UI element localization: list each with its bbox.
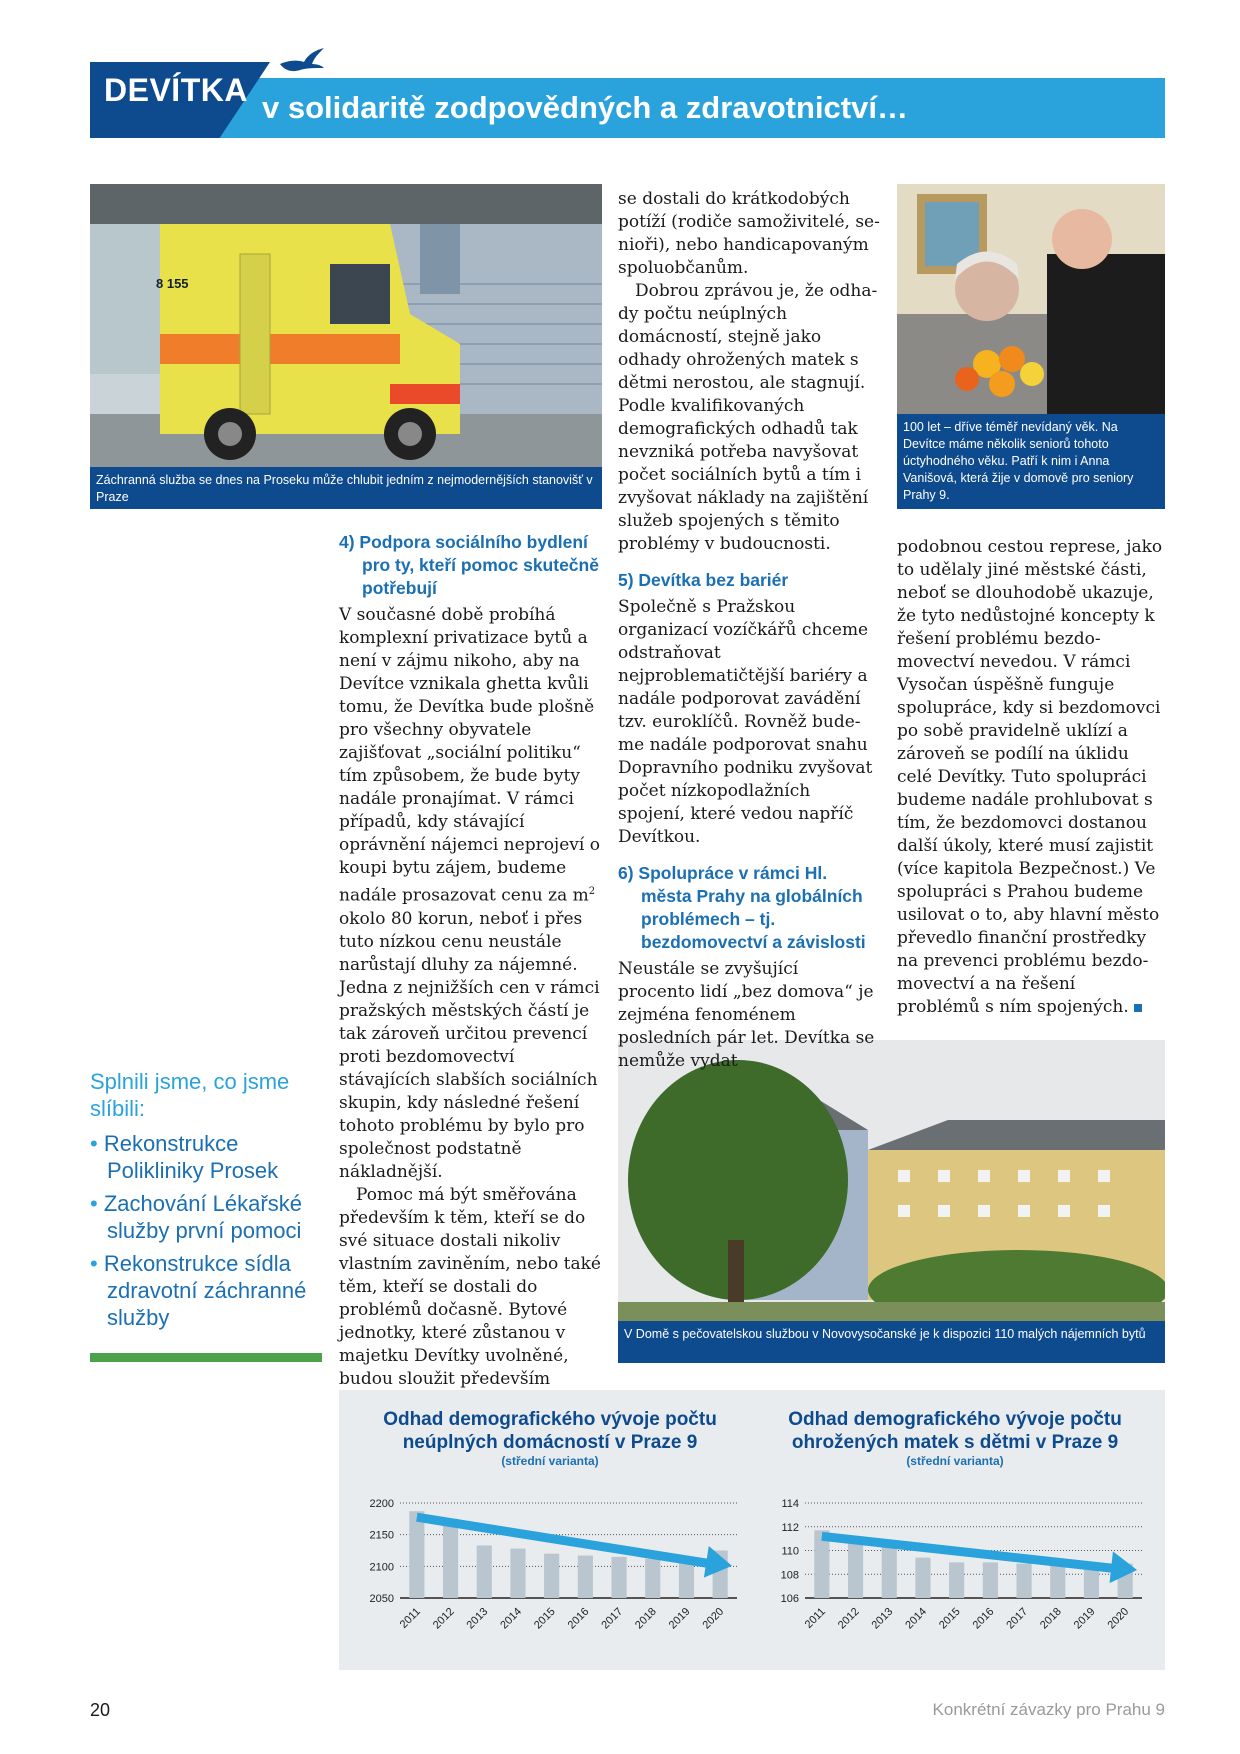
x-tick-label: 2014 [903,1605,930,1632]
bar-2018 [1050,1564,1065,1598]
x-tick-label: 2011 [397,1605,423,1631]
paragraph: Neustále se zvyšující procento lidí „bez domova“ je zejména fenoménem posledních pár let. Devítka se nemůže vydat [618,959,875,1071]
x-tick-label: 2013 [869,1605,896,1632]
bar-2018 [645,1559,660,1598]
x-tick-label: 2016 [970,1605,997,1632]
x-tick-label: 2014 [498,1605,525,1632]
y-tick-label: 2200 [369,1498,394,1510]
x-tick-label: 2011 [802,1605,828,1631]
x-tick-label: 2012 [430,1605,457,1632]
bar-2019 [679,1560,694,1598]
promise-item: • Zachování Lékařské služby první pomoci [90,1190,325,1244]
building-caption: V Domě s pečovatelskou službou v Novovysočanské je k dispozici 110 malých nájemních bytů [618,1321,1165,1363]
section-6-heading: 6) Spolupráce v rámci Hl. města Prahy na globálních problémech – tj. bezdomovectví a závislosti [618,863,866,952]
page-title: v solidaritě zodpovědných a zdravotnictví… [262,90,908,125]
y-tick-label: 2150 [369,1529,394,1542]
x-tick-label: 2015 [531,1605,558,1632]
bar-2012 [848,1539,863,1598]
chart-2-title: Odhad demografického vývoje počtu ohrožených matek s dětmi v Praze 9 [788,1409,1122,1453]
y-tick-label: 2050 [369,1593,394,1605]
chart-2-header [775,1408,1135,1468]
section-5-heading: 5) Devítka bez bariér [618,570,789,590]
column-2 [618,188,880,1073]
x-tick-label: 2012 [835,1605,862,1632]
ambulance-caption: Záchranná služba se dnes na Proseku může chlubit jedním z nejmodernějších stanovišť v Praze [90,467,602,509]
x-tick-label: 2017 [1004,1605,1031,1632]
superscript: 2 [588,886,596,897]
page-number: 20 [90,1700,111,1720]
x-tick-label: 2015 [936,1605,963,1632]
x-tick-label: 2017 [599,1605,626,1632]
building-photo [618,1040,1165,1321]
promises-list [90,1130,325,1331]
end-mark-icon [1134,1004,1142,1012]
bar-2013 [882,1543,897,1598]
bar-2013 [477,1545,492,1598]
seniors-caption: 100 let – dříve téměř nevídaný věk. Na Devítce máme několik seniorů tohoto úctyhodného věku. Patří k nim i Anna Vanišová, která žije v domově pro seniory Prahy 9. [897,414,1165,509]
y-tick-label: 114 [781,1498,799,1510]
paragraph-text: okolo 80 korun, neboť i přes tuto nízkou cenu neustále narůstají dluhy za nájemné. Jedna z nejnižších cen v rámci pražských městských částí je tak zároveň určitou prevencí proti bezdomovectví stávajících slabších sociálních skupin, kdy následné řešení tohoto problému by bylo pro společnost podstatně nákladnější. [339,908,600,1182]
x-tick-label: 2018 [633,1605,659,1632]
bar-2016 [983,1562,998,1598]
x-tick-label: 2013 [464,1605,491,1632]
promise-item: • Rekonstrukce Polikliniky Prosek [90,1130,325,1184]
paragraph-text: V současné době probíhá komplexní privatizace bytů a není v zájmu nikoho, aby na Devítce vznikala ghetta kvůli tomu, že Devítka bude plošně pro všechny obyvatele zajišťovat „sociální politiku“ tím způsobem, že bude byty nadále pronajímat. V rámci případů, kdy stávající oprávnění nájemci neprojeví o koupi bytu zájem, budeme nadále prosazovat cenu za m [339,605,600,906]
paragraph: Pomoc má být směřována především k těm, kteří se do své situace dostali nikoliv vlastním zaviněním, nebo také těm, kteří se dostali do problémů dočasně. Bytové jednotky, které zůstanou v majetku Devítky uvolněné, budou sloužit především [339,1184,601,1389]
paragraph: se dostali do krátkodobých potíží (rodiče samoživitelé, senioři), nebo handicapovaným spoluobčanům. [618,189,880,278]
bar-2016 [578,1556,593,1598]
chart-1-header [370,1408,730,1468]
bar-2017 [1016,1564,1031,1598]
promises-box [90,1068,325,1337]
bar-2012 [443,1519,458,1598]
y-tick-label: 108 [780,1569,799,1582]
ambulance-photo [90,184,602,467]
bar-2011 [409,1511,424,1598]
x-tick-label: 2020 [700,1605,727,1632]
chart-1-subtitle: (střední varianta) [501,1454,599,1468]
x-tick-label: 2019 [1071,1605,1098,1632]
promises-title: Splnili jsme, co jsme slíbili: [90,1069,290,1121]
trend-arrow-line [417,1517,712,1564]
bar-2014 [510,1549,525,1598]
trend-arrow-line [822,1536,1117,1568]
bar-2015 [949,1562,964,1598]
column-3 [897,536,1163,1019]
bird-logo-icon [278,46,326,76]
y-tick-label: 106 [780,1593,799,1605]
chart-1 [352,1495,747,1665]
promises-underline [90,1353,322,1362]
promise-item: • Rekonstrukce sídla zdravotní záchranné služby [90,1250,325,1331]
paragraph [339,604,601,1184]
seniors-photo [897,184,1165,414]
bar-2017 [611,1557,626,1598]
bar-2014 [915,1558,930,1598]
column-1 [339,531,601,1414]
y-tick-label: 2100 [369,1561,394,1574]
y-tick-label: 110 [781,1545,799,1558]
paragraph: Dobrou zprávou je, že odhady počtu neúplných domácností, stejně jako odhady ohrožených matek s dětmi nerostou, ale stagnují. Podle kvalifikovaných demografických odhadů tak nevzniká potřeba navyšovat počet sociálních bytů a tím i zvyšovat náklady na zajištění služeb spojených s těmito problémy v budoucnosti. [618,281,878,554]
paragraph [897,536,1163,1019]
paragraph-text: podobnou cestou represe, jako to udělaly jiné městské části, neboť se dlouhodobě ukazuje, že tyto nedůstojné koncepty k řešení problému bezdomovectví nevedou. V rámci Vysočan úspěšně funguje spolupráce, kdy si bezdomovci po sobě pravidelně uklízí a zároveň se podílí na úklidu celé Devítky. Tuto spolupráci budeme nadále prohlubovat s tím, že bezdomovci dostanou další úkoly, které musí zajistit (více kapitola Bezpečnost.) Ve spolupráci s Prahou budeme usilovat o to, aby hlavní město převedlo finanční prostředky na prevenci problému bezdomovectví a na řešení problémů s ním spojených. [897,537,1163,1017]
chart-2-subtitle: (střední varianta) [906,1454,1004,1468]
section-4-heading: 4) Podpora sociálního bydlení pro ty, kteří pomoc skutečně potřebují [339,532,599,598]
ambulance-plate: 8 155 [156,276,189,291]
chart-2 [757,1495,1152,1665]
x-tick-label: 2018 [1038,1605,1064,1632]
footer-text: Konkrétní závazky pro Prahu 9 [932,1700,1165,1719]
paragraph: Společně s Pražskou organizací vozíčkářů chceme odstraňovat nejproblematičtější bariéry a nadále podporovat zavádění tzv. euroklíčů. Rovněž budeme nadále podporovat snahu Dopravního podniku zvyšovat počet nízkopodlažních spojení, které vedou napříč Devítkou. [618,597,873,847]
x-tick-label: 2016 [565,1605,592,1632]
chart-1-title: Odhad demografického vývoje počtu neúplných domácností v Praze 9 [383,1409,717,1453]
x-tick-label: 2019 [666,1605,693,1632]
x-tick-label: 2020 [1105,1605,1132,1632]
bar-2015 [544,1554,559,1598]
y-tick-label: 112 [781,1521,799,1534]
header-label: DEVÍTKA [104,72,248,108]
